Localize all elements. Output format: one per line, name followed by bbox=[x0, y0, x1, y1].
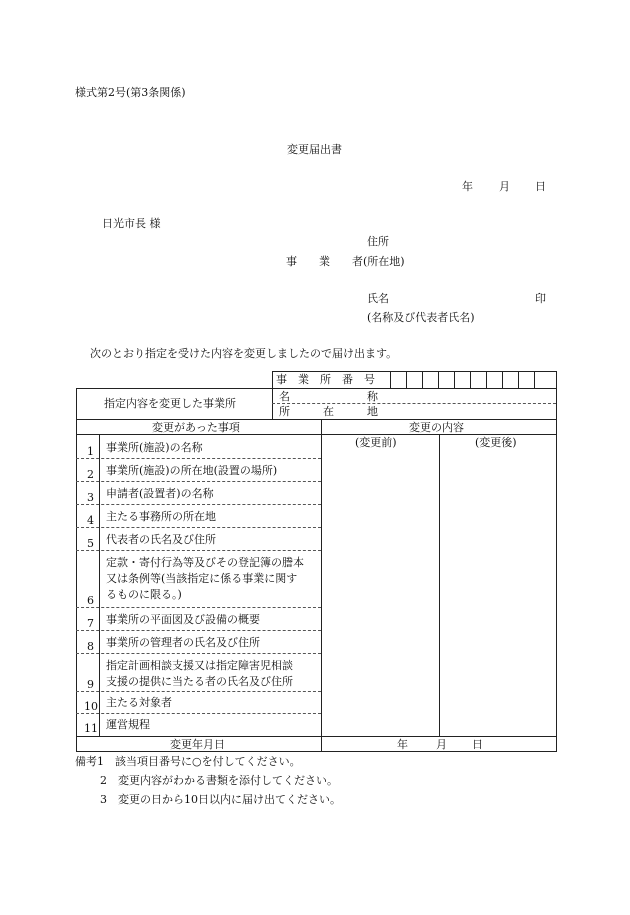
date-day-label: 日 bbox=[535, 180, 546, 193]
item-number: 2 bbox=[87, 468, 94, 481]
item-number: 7 bbox=[87, 617, 94, 630]
item-number: 4 bbox=[87, 514, 94, 527]
office-number-label: 事 業 所 番 号 bbox=[276, 373, 375, 386]
item-number: 1 bbox=[87, 445, 94, 458]
item-number: 8 bbox=[87, 640, 94, 653]
change-date-label: 変更年月日 bbox=[170, 738, 225, 751]
changed-office-label: 指定内容を変更した事業所 bbox=[104, 397, 236, 410]
item-label: 事業所(施設)の所在地(設置の場所) bbox=[106, 464, 278, 477]
after-label: (変更後) bbox=[475, 436, 517, 449]
applicant-name-note: (名称及び代表者氏名) bbox=[367, 311, 475, 324]
change-date-day: 日 bbox=[472, 738, 483, 751]
addressee: 日光市長 様 bbox=[102, 217, 161, 230]
applicant-name-label: 氏名 bbox=[367, 292, 389, 305]
items-column-header: 変更があった事項 bbox=[152, 421, 240, 434]
item-number: 5 bbox=[87, 537, 94, 550]
office-address-label: 所 在 地 bbox=[279, 405, 378, 418]
item-label: 支援の提供に当たる者の氏名及び住所 bbox=[106, 675, 293, 688]
content-column-header: 変更の内容 bbox=[409, 421, 464, 434]
intro-text: 次のとおり指定を受けた内容を変更しましたので届け出ます。 bbox=[90, 347, 398, 360]
item-number: 10 bbox=[84, 700, 98, 713]
item-label: 事業所の平面図及び設備の概要 bbox=[106, 613, 260, 626]
item-label: 主たる対象者 bbox=[106, 696, 172, 709]
item-number: 6 bbox=[87, 594, 94, 607]
office-name-label: 名 称 bbox=[279, 390, 378, 403]
page-title: 変更届出書 bbox=[287, 143, 342, 156]
item-label: 定款・寄付行為等及びその登記簿の謄本 bbox=[106, 556, 304, 569]
applicant-business-label: 事 業 者(所在地) bbox=[286, 255, 405, 268]
item-label: 申請者(設置者)の名称 bbox=[106, 487, 214, 500]
item-label: 代表者の氏名及び住所 bbox=[106, 533, 216, 546]
seal-mark: 印 bbox=[535, 292, 546, 305]
change-date-year: 年 bbox=[397, 738, 408, 751]
item-label: 又は条例等(当該指定に係る事業に関す bbox=[106, 572, 298, 585]
before-label: (変更前) bbox=[355, 436, 397, 449]
form-number: 様式第2号(第3条関係) bbox=[75, 86, 186, 99]
note-1: 備考1 該当項目番号に○を付してください。 bbox=[75, 755, 301, 768]
item-number: 9 bbox=[87, 678, 94, 691]
applicant-address-label: 住所 bbox=[367, 235, 389, 248]
note-3: 3 変更の日から10日以内に届け出てください。 bbox=[100, 793, 341, 806]
change-date-month: 月 bbox=[436, 738, 447, 751]
date-month-label: 月 bbox=[499, 180, 510, 193]
item-number: 3 bbox=[87, 491, 94, 504]
item-label: 運営規程 bbox=[106, 718, 150, 731]
item-label: るものに限る。) bbox=[106, 588, 182, 601]
date-year-label: 年 bbox=[462, 180, 473, 193]
item-number: 11 bbox=[84, 722, 98, 735]
item-label: 事業所(施設)の名称 bbox=[106, 441, 203, 454]
item-label: 主たる事務所の所在地 bbox=[106, 510, 216, 523]
item-label: 事業所の管理者の氏名及び住所 bbox=[106, 636, 260, 649]
item-label: 指定計画相談支援又は指定障害児相談 bbox=[106, 659, 293, 672]
note-2: 2 変更内容がわかる書類を添付してください。 bbox=[100, 774, 338, 787]
